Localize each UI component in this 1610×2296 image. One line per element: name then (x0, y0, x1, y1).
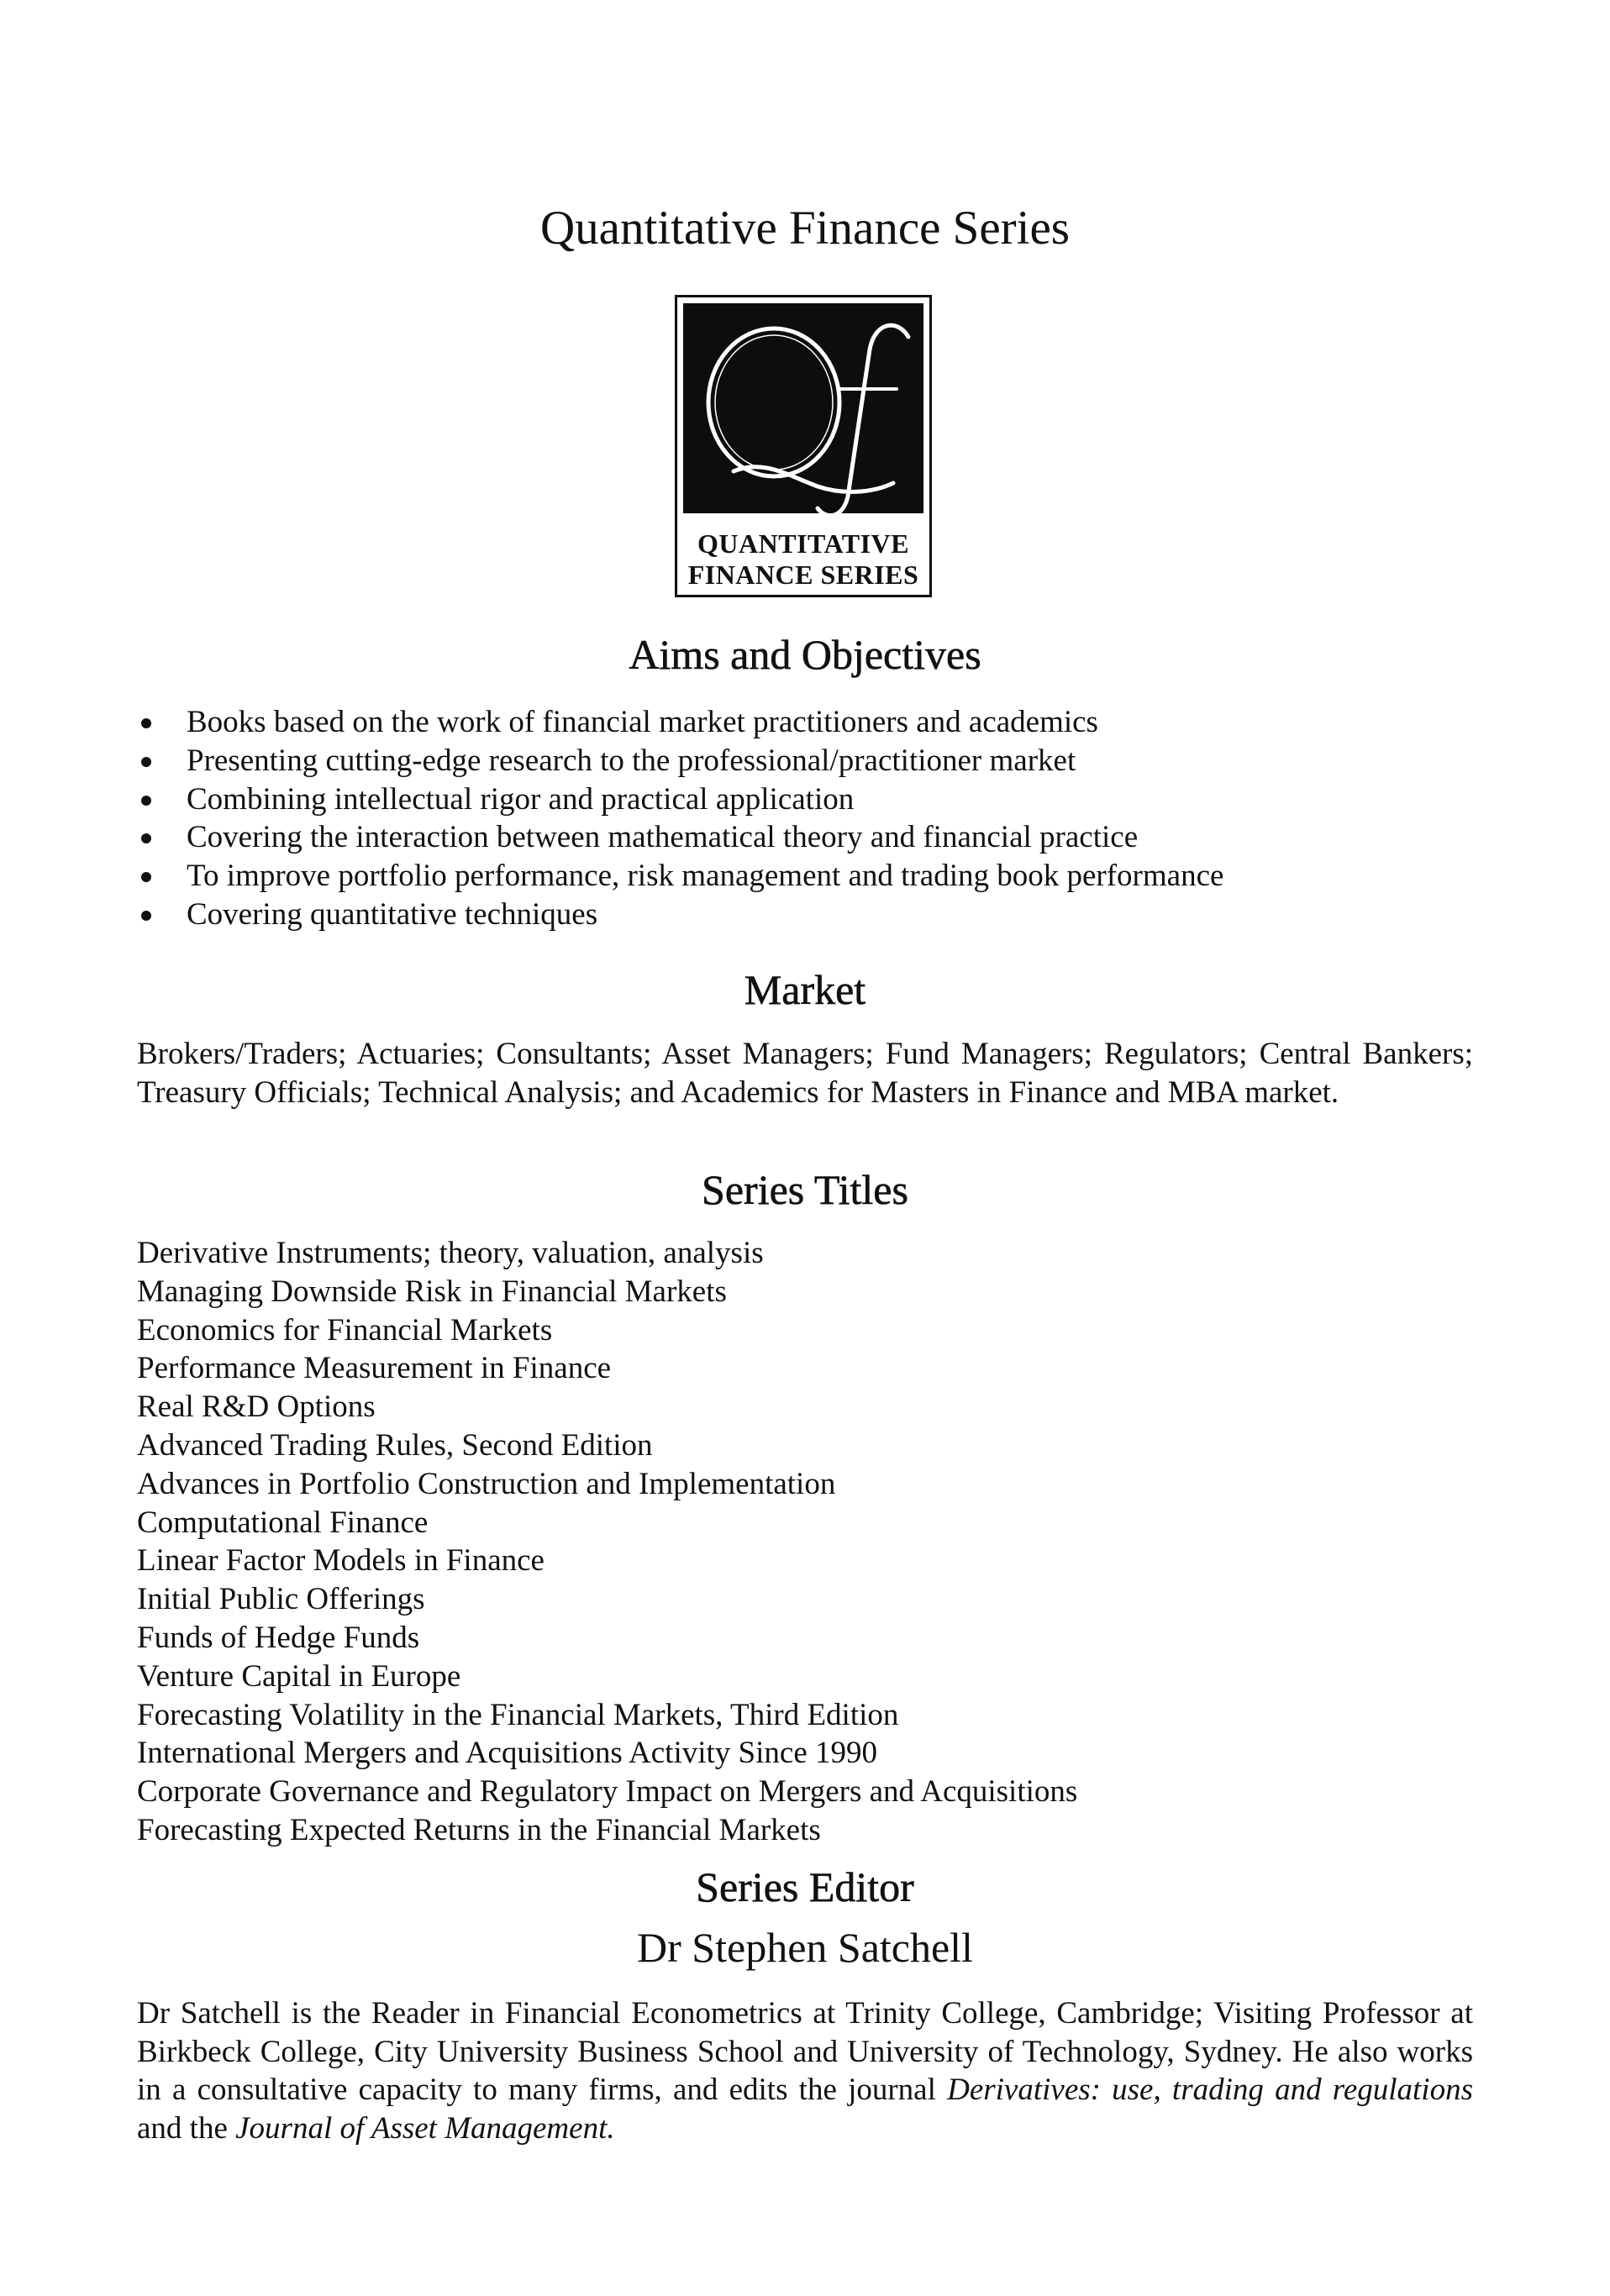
logo-line-1: QUANTITATIVE (697, 528, 909, 559)
series-title-item: Forecasting Expected Returns in the Financial Markets (137, 1812, 821, 1847)
qf-monogram-icon (683, 303, 923, 513)
series-title-item: Derivative Instruments; theory, valuation, analysis (137, 1236, 764, 1270)
series-title-item: Advanced Trading Rules, Second Edition (137, 1427, 653, 1463)
series-title-item: International Mergers and Acquisitions Activity Since 1990 (137, 1736, 878, 1771)
aims-item: Books based on the work of financial market practitioners and academics (137, 703, 1481, 742)
editor-bio-text: Dr Satchell is the Reader in Financial Econometrics at Trinity College, Cambridge; Visiting Professor at Birkbeck College, City University Business School and University of Technology, Sydney. He also works in a consultative capacity to many firms, and edits the journal (137, 1996, 1473, 2107)
aims-item: Covering quantitative techniques (137, 896, 1481, 934)
editor-bio-text: and the (137, 2110, 236, 2146)
series-title-item: Funds of Hedge Funds (137, 1620, 420, 1655)
series-title-item: Linear Factor Models in Finance (137, 1543, 545, 1579)
aims-item: Covering the interaction between mathematical theory and financial practice (137, 818, 1481, 857)
aims-item: Combining intellectual rigor and practical application (137, 780, 1481, 819)
series-logo (675, 295, 932, 597)
series-titles-list (137, 1234, 1077, 1850)
logo-block (683, 303, 923, 513)
series-title-item: Real R&D Options (137, 1390, 376, 1425)
page-title: Quantitative Finance Series (540, 202, 1070, 255)
editor-name: Dr Stephen Satchell (637, 1924, 973, 1971)
series-title-item: Corporate Governance and Regulatory Impact on Mergers and Acquisitions (137, 1774, 1078, 1810)
editor-bio (137, 1994, 1473, 2147)
series-title-item: Performance Measurement in Finance (137, 1351, 612, 1386)
series-title-item: Advances in Portfolio Construction and Implementation (137, 1466, 836, 1501)
series-title-item: Managing Downside Risk in Financial Markets (137, 1274, 727, 1309)
aims-heading: Aims and Objectives (629, 631, 981, 678)
series-title-item: Initial Public Offerings (137, 1582, 425, 1617)
series-editor-heading: Series Editor (696, 1863, 914, 1910)
market-text: Brokers/Traders; Actuaries; Consultants; Asset Managers; Fund Managers; Regulators; Central Bankers; Treasury Officials; Technical Analysis; and Academics for Masters in Finance and MBA market. (137, 1037, 1473, 1110)
market-heading: Market (744, 966, 866, 1013)
journal-title: Derivatives: use, trading and regulations (947, 2073, 1473, 2107)
series-title-item: Computational Finance (137, 1505, 429, 1540)
aims-item: To improve portfolio performance, risk management and trading book performance (137, 857, 1481, 896)
series-titles-heading: Series Titles (702, 1166, 908, 1213)
logo-line-2: FINANCE SERIES (687, 560, 919, 590)
aims-list (137, 703, 1481, 934)
aims-item: Presenting cutting-edge research to the professional/practitioner market (137, 742, 1481, 780)
series-title-item: Venture Capital in Europe (137, 1658, 461, 1694)
logo-caption (677, 528, 929, 591)
series-title-item: Economics for Financial Markets (137, 1312, 553, 1348)
series-title-item: Forecasting Volatility in the Financial Markets, Third Edition (137, 1697, 899, 1732)
journal-title: Journal of Asset Management. (235, 2110, 615, 2146)
